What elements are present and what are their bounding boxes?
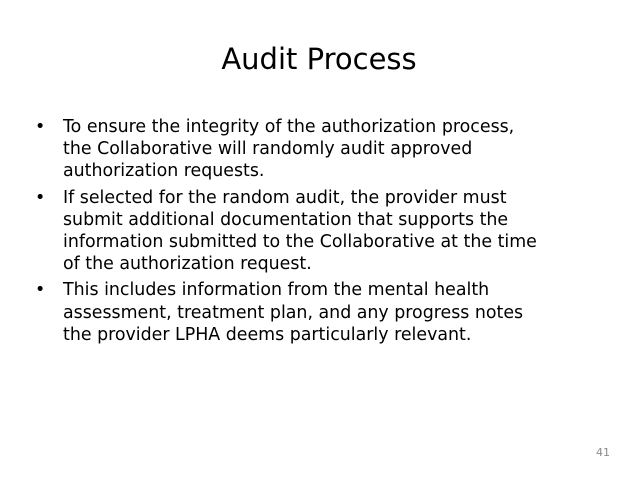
bullet-text-line: To ensure the integrity of the authorization process,: [63, 117, 515, 137]
bullet-text-line: submit additional documentation that supports the: [63, 209, 509, 230]
bullet-list: [35, 116, 610, 350]
bullet-text-line: authorization requests.: [63, 161, 265, 182]
page-number: 41: [596, 446, 610, 459]
bullet-item: [35, 279, 610, 346]
bullet-icon: •: [35, 117, 46, 137]
bullet-text-line: of the authorization request.: [63, 254, 312, 275]
bullet-text-line: If selected for the random audit, the provider must: [63, 187, 507, 208]
bullet-icon: •: [35, 187, 46, 208]
bullet-text-line: This includes information from the mental health: [63, 280, 490, 301]
bullet-item: [35, 116, 610, 183]
bullet-icon: •: [35, 280, 46, 301]
bullet-text-line: the provider LPHA deems particularly relevant.: [63, 324, 472, 345]
bullet-item: [35, 187, 610, 276]
bullet-text-line: assessment, treatment plan, and any progress notes: [63, 302, 524, 323]
bullet-text-line: the Collaborative will randomly audit approved: [63, 139, 473, 160]
slide-title: Audit Process: [221, 42, 417, 76]
bullet-text-line: information submitted to the Collaborative at the time: [63, 232, 537, 253]
